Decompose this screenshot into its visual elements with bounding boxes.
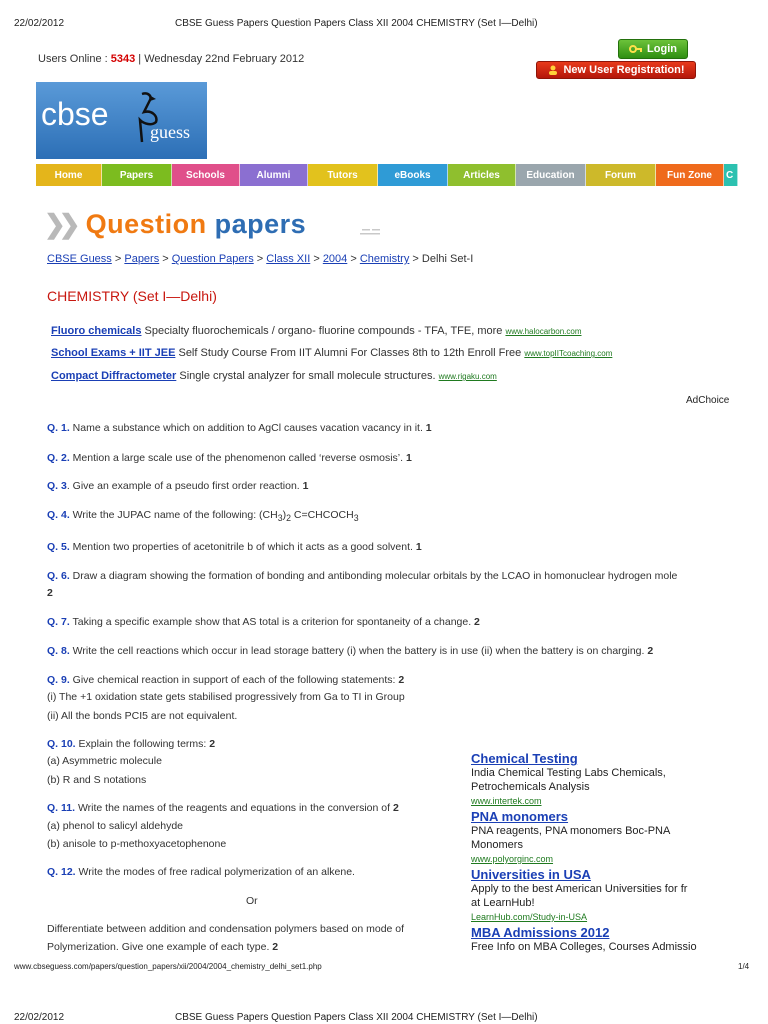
question-number: Q. 1. <box>47 422 70 434</box>
ad-link-title[interactable]: Compact Diffractometer <box>51 370 177 382</box>
question-marks: 2 <box>647 645 654 657</box>
side-ad-text: Apply to the best American Universities for fr <box>471 883 688 895</box>
question-text: Draw a diagram showing the formation of bonding and antibonding molecular orbitals by the LCAO in homonuclear hydrogen mole <box>69 570 678 582</box>
question-number: Q. 6. <box>47 570 70 582</box>
formula-subscript: 3 <box>353 513 359 524</box>
side-ad <box>471 752 666 808</box>
breadcrumb-chemistry[interactable]: Chemistry <box>359 253 410 265</box>
question-text: Write the cell reactions which occur in lead storage battery (i) when the battery is in use (ii) when the battery is on charging. <box>69 645 648 657</box>
question-marks: 2 <box>392 802 399 814</box>
ad-url[interactable]: www.halocarbon.com <box>505 327 582 336</box>
side-ad-text: Free Info on MBA Colleges, Courses Admissio <box>471 941 697 953</box>
side-ad <box>471 926 697 954</box>
side-ad-url[interactable]: www.intertek.com <box>471 796 542 806</box>
page-title: CHEMISTRY (Set I—Delhi) <box>47 288 217 304</box>
side-ad-title[interactable]: MBA Admissions 2012 <box>471 925 610 940</box>
nav-item-ebooks[interactable]: eBooks <box>378 164 448 186</box>
side-ad-text: Monomers <box>471 839 523 851</box>
question-1 <box>47 419 432 437</box>
question-text: Write the JUPAC name of the following: (CH <box>69 509 278 521</box>
question-marks: 2 <box>474 616 480 628</box>
section-heading-question: Question <box>85 208 207 239</box>
breadcrumb-2004[interactable]: 2004 <box>322 253 348 265</box>
key-icon <box>629 43 643 55</box>
nav-item-education[interactable]: Education <box>516 164 586 186</box>
question-number: Q. 12. <box>47 866 76 878</box>
question-number: Q. 10. <box>47 738 76 750</box>
side-ads <box>471 752 733 960</box>
question-text: Mention a large scale use of the phenomenon called ‘reverse osmosis’. <box>69 452 406 464</box>
divider-dashes-icon <box>360 227 382 237</box>
users-online-date: | Wednesday 22nd February 2012 <box>135 53 305 65</box>
side-ad-url[interactable]: www.polyorginc.com <box>471 854 554 864</box>
new-user-registration-label: New User Registration! <box>563 64 685 76</box>
print-title-page2: CBSE Guess Papers Question Papers Class XII 2004 CHEMISTRY (Set I—Delhi) <box>175 1012 538 1023</box>
print-title: CBSE Guess Papers Question Papers Class XII 2004 CHEMISTRY (Set I—Delhi) <box>175 18 538 29</box>
ad-text: Single crystal analyzer for small molecule structures. <box>176 370 439 382</box>
question-6-marks <box>47 584 53 602</box>
breadcrumb-class-xii[interactable]: Class XII <box>266 253 311 265</box>
login-label: Login <box>647 43 677 55</box>
ad-text: Specialty fluorochemicals / organo- fluorine compounds - TFA, TFE, more <box>141 325 506 337</box>
side-ad <box>471 868 687 924</box>
question-7 <box>47 613 480 631</box>
question-marks: 1 <box>425 422 432 434</box>
adchoices-label[interactable]: AdChoice <box>686 395 730 406</box>
breadcrumb <box>47 253 473 265</box>
question-text: Polymerization. Give one example of each type. <box>47 941 273 953</box>
question-12-alt-line1: Differentiate between addition and condensation polymers based on mode of <box>47 923 405 935</box>
question-12 <box>47 863 355 881</box>
print-date-page2: 22/02/2012 <box>14 1012 65 1023</box>
breadcrumb-sep: > <box>159 253 172 265</box>
question-marks: 2 <box>47 587 53 599</box>
question-2 <box>47 449 412 467</box>
users-online <box>38 53 304 65</box>
side-ad-text: at LearnHub! <box>471 897 535 909</box>
question-9-part-i: (i) The +1 oxidation state gets stabilised progressively from Ga to TI in Group <box>47 691 405 703</box>
question-9-part-ii: (ii) All the bonds PCI5 are not equivalent. <box>47 710 238 722</box>
question-11 <box>47 799 399 817</box>
text-ad <box>51 370 497 382</box>
page-number: 1/4 <box>738 962 750 971</box>
users-online-count: 5343 <box>110 53 136 65</box>
side-ad-title[interactable]: PNA monomers <box>471 809 569 824</box>
side-ad-text: India Chemical Testing Labs Chemicals, <box>471 767 666 779</box>
text-ad <box>51 347 612 359</box>
side-ad-title[interactable]: Chemical Testing <box>471 752 578 766</box>
question-11-part-a: (a) phenol to salicyl aldehyde <box>47 820 183 832</box>
side-ad-text: PNA reagents, PNA monomers Boc-PNA <box>471 825 671 837</box>
breadcrumb-question-papers[interactable]: Question Papers <box>171 253 254 265</box>
nav-item-more[interactable]: C <box>724 164 738 186</box>
new-user-registration-button[interactable] <box>536 61 696 79</box>
question-text: Give chemical reaction in support of each of the following statements: <box>69 674 399 686</box>
question-10 <box>47 735 215 753</box>
question-text: Name a substance which on addition to AgCl causes vacation vacancy in it. <box>69 422 426 434</box>
ad-text: Self Study Course From IIT Alumni For Classes 8th to 12th Enroll Free <box>175 347 525 359</box>
question-3 <box>47 477 308 495</box>
nav-item-alumni[interactable]: Alumni <box>240 164 308 186</box>
question-number: Q. 7. <box>47 616 70 628</box>
nav-item-articles[interactable]: Articles <box>448 164 516 186</box>
question-5 <box>47 538 422 556</box>
breadcrumb-sep: > <box>111 253 125 265</box>
breadcrumb-sep: > <box>409 253 422 265</box>
text-ad <box>51 325 582 337</box>
side-ad-url[interactable]: LearnHub.com/Study-in-USA <box>471 912 588 922</box>
logo-text-cbse: cbse <box>41 96 109 132</box>
print-date: 22/02/2012 <box>14 18 65 29</box>
question-4 <box>47 506 359 527</box>
page-url: www.cbseguess.com/papers/question_papers/xii/2004/2004_chemistry_delhi_set1.php <box>14 962 322 971</box>
main-nav <box>36 164 768 186</box>
question-marks: 1 <box>415 541 422 553</box>
section-heading <box>44 206 306 242</box>
login-button[interactable] <box>618 39 688 59</box>
formula-subscript: 2 <box>286 513 291 524</box>
question-number: Q. 4. <box>47 509 70 521</box>
user-add-icon <box>547 64 559 76</box>
question-number: Q. 11. <box>47 802 76 814</box>
logo-text-guess: guess <box>150 122 190 142</box>
double-chevron-icon: ❯❯ <box>44 208 74 239</box>
side-ad-text: Petrochemicals Analysis <box>471 781 590 793</box>
breadcrumb-cbse-guess[interactable]: CBSE Guess <box>47 253 112 265</box>
question-number: Q. 9. <box>47 674 70 686</box>
question-number: Q. 2. <box>47 452 70 464</box>
question-text: Write the names of the reagents and equations in the conversion of <box>75 802 393 814</box>
question-text: Taking a specific example show that AS total is a criterion for spontaneity of a change. <box>69 616 475 628</box>
breadcrumb-current: Delhi Set-I <box>421 253 474 265</box>
breadcrumb-sep: > <box>253 253 267 265</box>
cbseguess-logo[interactable] <box>36 82 207 159</box>
formula-part: ) <box>282 509 287 521</box>
breadcrumb-sep: > <box>347 253 360 265</box>
question-10-part-b: (b) R and S notations <box>47 774 147 786</box>
ad-url[interactable]: www.rigaku.com <box>438 372 497 381</box>
nav-item-home[interactable]: Home <box>36 164 102 186</box>
question-11-part-b: (b) anisole to p-methoxyacetophenone <box>47 838 227 850</box>
question-10-part-a: (a) Asymmetric molecule <box>47 755 162 767</box>
question-marks: 1 <box>302 480 309 492</box>
question-6 <box>47 567 768 585</box>
nav-item-papers[interactable]: Papers <box>102 164 172 186</box>
question-number: Q. 8. <box>47 645 70 657</box>
ad-url[interactable]: www.topIITcoaching.com <box>524 349 613 358</box>
question-number: Q. 5. <box>47 541 70 553</box>
side-ad <box>471 810 670 866</box>
nav-item-fun-zone[interactable]: Fun Zone <box>656 164 724 186</box>
breadcrumb-papers[interactable]: Papers <box>124 253 160 265</box>
question-marks: 2 <box>272 941 279 953</box>
ad-link-title[interactable]: School Exams + IIT JEE <box>51 347 176 359</box>
ad-link-title[interactable]: Fluoro chemicals <box>51 325 142 337</box>
question-9 <box>47 671 404 689</box>
formula-subscript: 3 <box>277 513 283 524</box>
question-text: Explain the following terms: <box>75 738 210 750</box>
question-text: . Give an example of a pseudo first order reaction. <box>66 480 303 492</box>
side-ad-title[interactable]: Universities in USA <box>471 867 591 882</box>
nav-item-tutors[interactable]: Tutors <box>308 164 378 186</box>
question-marks: 2 <box>209 738 216 750</box>
nav-item-forum[interactable]: Forum <box>586 164 656 186</box>
formula-part: C=CHCOCH <box>290 509 354 521</box>
users-online-prefix: Users Online : <box>38 53 111 65</box>
question-text: Write the modes of free radical polymerization of an alkene. <box>75 866 355 878</box>
breadcrumb-sep: > <box>310 253 323 265</box>
question-number: Q. 3 <box>47 480 67 492</box>
question-marks: 1 <box>405 452 412 464</box>
question-12-alt-line2 <box>47 938 278 956</box>
question-8 <box>47 642 653 660</box>
question-text: Mention two properties of acetonitrile b of which it acts as a good solvent. <box>69 541 416 553</box>
nav-item-schools[interactable]: Schools <box>172 164 240 186</box>
question-marks: 2 <box>398 674 405 686</box>
question-12-or: Or <box>246 895 258 907</box>
section-heading-papers: papers <box>214 208 307 239</box>
